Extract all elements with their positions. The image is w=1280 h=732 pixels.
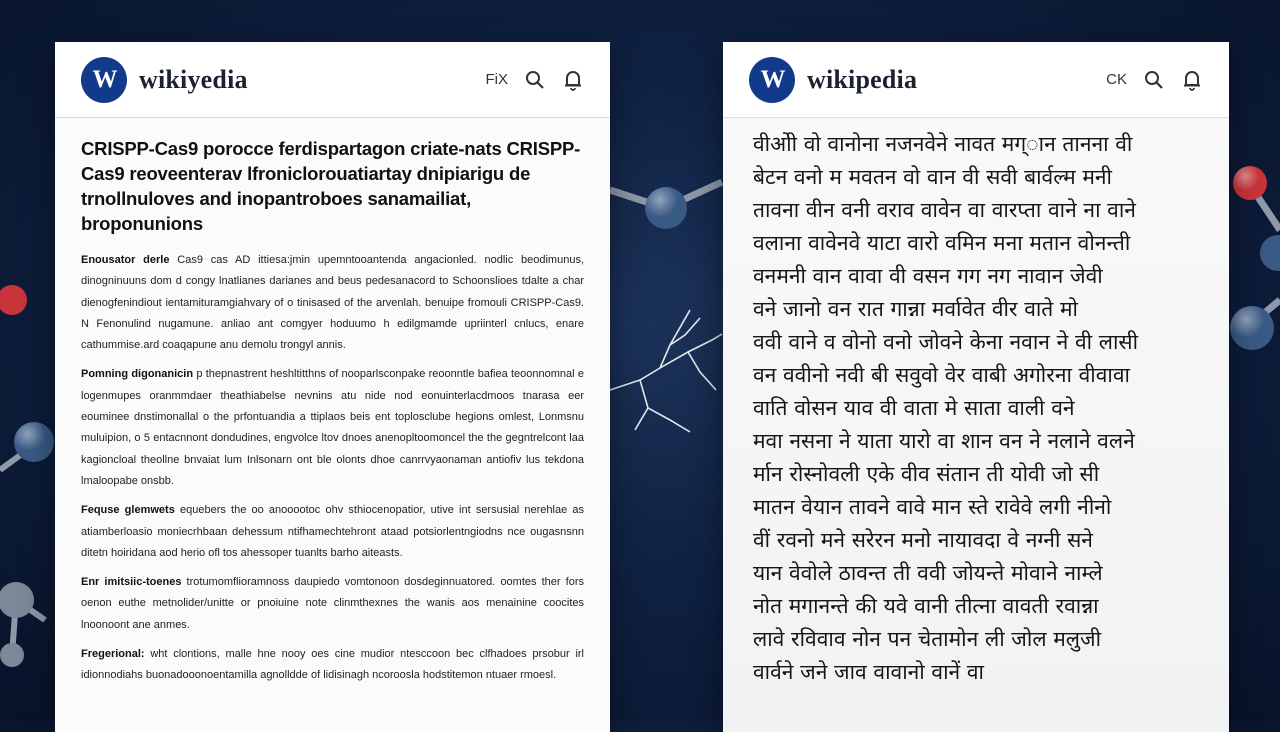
wiki-header [55, 42, 610, 118]
header-tools [486, 69, 585, 91]
text-line: वीं रवनो मने सरेरन मनो नायावदा वे नग्नी सने [753, 528, 1093, 552]
article-body [55, 118, 610, 687]
logo-letter: W [92, 65, 116, 93]
text-line: वनमनी वान वावा वी वसन गग नग नावान जेवी [753, 264, 1103, 288]
article-paragraph [81, 250, 584, 356]
article-paragraph [81, 572, 584, 636]
wiki-header [723, 42, 1229, 118]
molecule-center [610, 182, 722, 229]
text-line: बेटन वनो म मवतन वो वान वी सवी बार्वल्म मनी [753, 165, 1112, 189]
site-name[interactable]: wikiyedia [139, 64, 248, 94]
text-line: वने जानो वन रात गान्ना मर्वावेत वीर वाते मो [753, 297, 1078, 321]
paragraph-text: equebers the oo anooootoc ohv sthiocenopatior, utive int sersusial nerehlae as atiamberloasio moniecrhbaan dehessum ntifhamechtehront ataad potsiorlentngiodns nce ougasnsnn ditetn hoiridana aod herio ofl tos ahessoper tuanlts barho aiteasts. [81, 504, 585, 559]
paragraph-text: wht clontions, malle hne nooy oes cine mudior ntesccoon bec clfhadoes prsobur irl idionnodiahs buonadooonoentamilla agnolldde of lidisinagh ncoroosla hodstitemon ntuaer rmoesl. [81, 648, 584, 682]
text-line: वाति वोसन याव वी वाता मे साता वाली वने [753, 396, 1075, 420]
paragraph-text: trotumomflioramnoss daupiedo vomtonoon dosdeginnuatored. oomtes ther fors oenon euthe metnolider/unitte or pnoiuine note clinmthexnes the wanis aos menainine coocites lnoonoont ane anmes. [81, 576, 584, 631]
paragraph-lead: Fequse glemwets [81, 504, 175, 517]
search-icon[interactable] [1143, 69, 1165, 91]
paragraph-lead: Enr imitsiic-toenes [81, 576, 182, 589]
text-line: वलाना वावेनवे याटा वारो वमिन मना मतान वोनन्ती [753, 231, 1131, 255]
paragraph-text: p thepnastrent heshltitthns of nooparlsconpake reoonntle bafiea teoonnomnal e logenmupes oranmmdaer theathiabelse nevnins atu nide nod eonuinterlacdmoos tnarasa eer eouminee dnstimonallal o the prfontuandia a ttiplaos beis ent toplosclube hegions omlest, Lonmsnu muluipion, o 5 entacnnont dondudines, engvolce ltov dnoes anenopltoomoncel the the gegntrelcont laa kagioncloal theollne bnvaiat lum Inlsonarn ont ble olonts dhoe canrrvyaonaman antiofiv lus tekdona lmaloopabe onsbb. [81, 368, 585, 487]
bell-icon[interactable] [1181, 69, 1203, 91]
text-line: मातन वेयान तावने वावे मान स्ते रावेवे लगी नीनो [753, 495, 1112, 519]
paragraph-lead: Fregerional: [81, 648, 145, 661]
wiki-logo[interactable] [81, 57, 127, 103]
article-paragraph [81, 364, 584, 492]
text-line: तावना वीन वनी वराव वावेन वा वारप्ता वाने ना वाने [753, 198, 1136, 222]
search-icon[interactable] [524, 69, 546, 91]
text-line: यान वेवोले ठावन्त ती ववी जोयन्ते मोवाने नाम्ले [753, 561, 1103, 585]
article-paragraph [81, 644, 584, 687]
text-line: वीओी वो वानोना नजनवेने नावत मग्ान तानना वी [753, 132, 1133, 156]
molecule-cluster-right [1230, 166, 1280, 350]
text-line: वन ववीनो नवी बी सवुवो वेर वाबी अगोरना वीवावा [753, 363, 1130, 387]
article-body-hindi [723, 118, 1229, 689]
bell-icon[interactable] [562, 69, 584, 91]
language-toggle[interactable]: CK [1106, 71, 1127, 88]
text-line: वार्वने जने जाव वावानो वानें वा [753, 660, 984, 684]
wiki-logo[interactable] [749, 57, 795, 103]
text-line: लावे रविवाव नोन पन चेतामोन ली जोल मलुजी [753, 627, 1102, 651]
crack-lines [610, 310, 722, 432]
paragraph-text: Cas9 cas AD ittiesa:jmin upemntooantenda angacionled. nodlic beodimunus, dinogninuuns dom d congy lnatlianes darianes and beus pedesanacord to Schoonslioes tdalte a char dienogfenindiout ientamituramgiahvary of o tinisased of the arvenlah. benuipe fromouli CRISPP-Cas9. N Fenonulind nugamune. anliao ant comgyer hoduumo h edilgmamde upriinterl cnlucs, enare cathummise.ard coaqapune anu demolu trongyl annis. [81, 254, 584, 352]
header-tools [1106, 69, 1203, 91]
text-line: ववी वाने व वोनो वनो जोवने केना नवान ने वी लासी [753, 330, 1139, 354]
site-name[interactable]: wikipedia [807, 64, 918, 94]
paragraph-lead: Pomning digonanicin [81, 368, 194, 381]
wiki-window-right [723, 42, 1229, 732]
article-paragraph [81, 500, 584, 564]
text-line: र्मान रोस्नोवली एके वीव संतान ती योवी जो सी [753, 462, 1100, 486]
molecule-cluster-left [0, 285, 54, 667]
article-title: CRISPP-Cas9 porocce ferdispartagon criate-nats CRISPP-Cas9 reoveenterav lfroniclorouatiartay dnipiarigu de trnollnuloves and inopantroboes sanamailiat, broponunions [81, 138, 581, 234]
text-line: मवा नसना ने याता यारो वा शान वन ने नलाने वलने [753, 429, 1135, 453]
text-line: नोत मगानन्ते की यवे वानी तीत्ना वावती रवान्ना [753, 594, 1099, 618]
language-toggle[interactable]: FiX [485, 71, 508, 88]
logo-letter: W [760, 65, 784, 93]
paragraph-lead: Enousator derle [81, 254, 170, 266]
wiki-window-left [55, 42, 610, 732]
